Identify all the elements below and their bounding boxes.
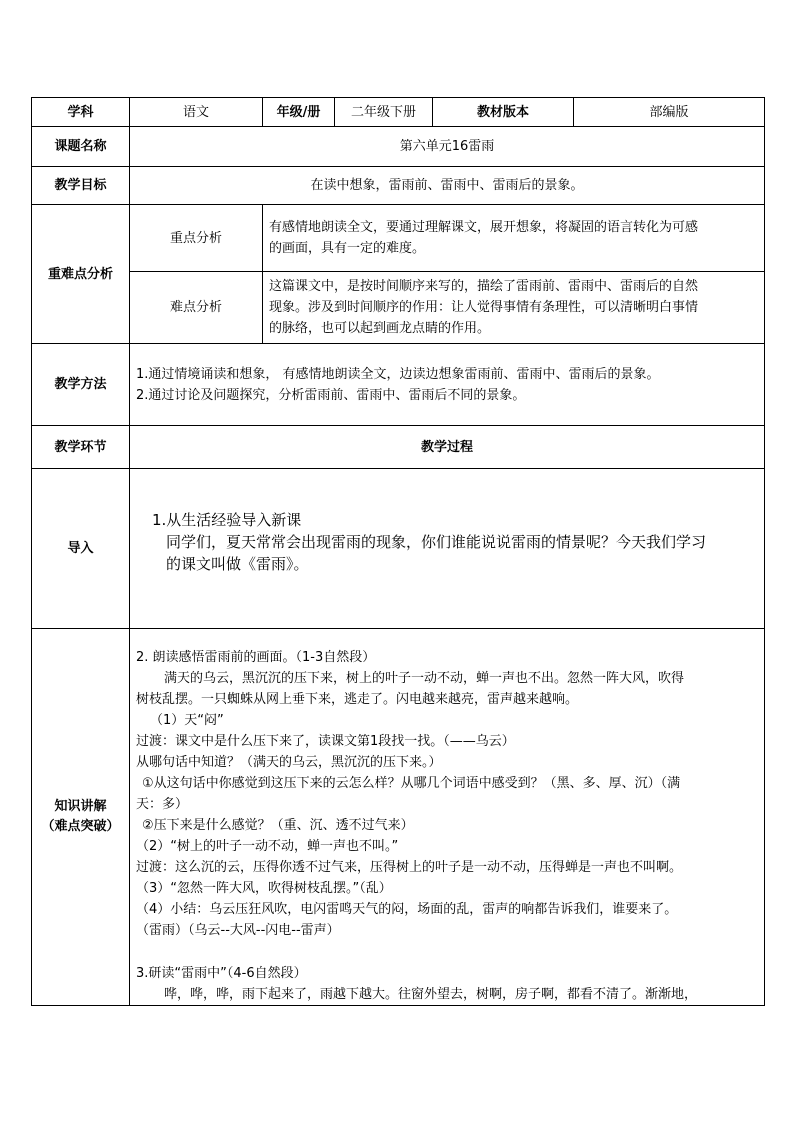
section-title: 教学过程 (130, 426, 765, 469)
key-analysis-line: 有感情地朗读全文，要通过理解课文，展开想象，将凝固的语言转化为可感 (269, 220, 699, 235)
method-label: 教学方法 (32, 344, 130, 426)
method-row (32, 344, 765, 426)
key-analysis-row (32, 205, 765, 272)
difficult-analysis-text (263, 272, 765, 344)
knowledge-label-cell (32, 629, 130, 1006)
goal-value: 在读中想象，雷雨前、雷雨中、雷雨后的景象。 (130, 167, 765, 205)
knowledge-line: 过渡：这么沉的云，压得你透不过气来，压得树上的叶子是一动不动，压得蝉是一声也不叫啊。 (136, 860, 683, 875)
knowledge-line: （2）“树上的叶子一动不动，蝉一声也不叫。” (136, 839, 399, 854)
knowledge-line: 满天的乌云，黑沉沉的压下来，树上的叶子一动不动，蝉一声也不出。忽然一阵大风，吹得 (164, 671, 685, 686)
goal-label: 教学目标 (32, 167, 130, 205)
edition-value: 部编版 (574, 98, 765, 127)
knowledge-line: ②压下来是什么感觉？（重、沉、透不过气来） (142, 818, 414, 833)
knowledge-line: 哗，哗，哗，雨下起来了，雨越下越大。往窗外望去，树啊，房子啊，都看不清了。渐渐地， (164, 987, 698, 1002)
knowledge-sublabel: （难点突破） (41, 819, 120, 834)
intro-label: 导入 (32, 469, 130, 629)
knowledge-line: （雷雨）（乌云--大风--闪电--雷声） (136, 923, 340, 938)
intro-line: 同学们，夏天常常会出现雷雨的现象，你们谁能说说雷雨的情景呢？今天我们学习 (166, 533, 707, 551)
key-analysis-line: 的画面，具有一定的难度。 (269, 241, 426, 256)
grade-label: 年级/册 (263, 98, 335, 127)
knowledge-line: ①从这句话中你感觉到这压下来的云怎么样？从哪几个词语中感受到？（黑、多、厚、沉）（满 (142, 776, 681, 791)
edition-label: 教材版本 (433, 98, 574, 127)
lesson-plan-table (31, 97, 765, 1006)
knowledge-line: （4）小结：乌云压狂风吹，电闪雷鸣天气的闷，场面的乱，雷声的响都告诉我们，谁要来了。 (136, 902, 678, 917)
knowledge-line: 树枝乱摆。一只蜘蛛从网上垂下来，逃走了。闪电越来越亮，雷声越来越响。 (136, 692, 579, 707)
key-analysis-text (263, 205, 765, 272)
knowledge-line: 2. 朗读感悟雷雨前的画面。（1-3自然段） (136, 650, 376, 665)
knowledge-line: （1）天“闷” (150, 713, 224, 728)
goal-row (32, 167, 765, 205)
knowledge-line: 3.研读“雷雨中”（4-6自然段） (136, 966, 307, 981)
section-header-row (32, 426, 765, 469)
knowledge-line: 过渡：课文中是什么压下来了，读课文第1段找一找。（——乌云） (136, 734, 515, 749)
intro-row (32, 469, 765, 629)
difficult-analysis-line: 这篇课文中，是按时间顺序来写的，描绘了雷雨前、雷雨中、雷雨后的自然 (269, 279, 699, 294)
key-analysis-label: 重点分析 (130, 205, 263, 272)
difficult-analysis-label: 难点分析 (130, 272, 263, 344)
difficult-analysis-line: 的脉络，也可以起到画龙点睛的作用。 (269, 321, 491, 336)
intro-heading: 1.从生活经验导入新课 (152, 511, 302, 529)
spacer (136, 941, 760, 963)
knowledge-line: （3）“忽然一阵大风，吹得树枝乱摆。”（乱） (136, 881, 392, 896)
lesson-value: 第六单元16雷雨 (130, 127, 765, 167)
difficult-analysis-row (32, 272, 765, 344)
knowledge-line: 天：多） (136, 797, 189, 812)
method-line: 1.通过情境诵读和想象， 有感情地朗读全文，边读边想象雷雨前、雷雨中、雷雨后的景象。 (136, 367, 660, 382)
subject-value: 语文 (130, 98, 263, 127)
header-row (32, 98, 765, 127)
section-label: 教学环节 (32, 426, 130, 469)
intro-line: 的课文叫做《雷雨》。 (166, 555, 309, 573)
method-text (130, 344, 765, 426)
knowledge-label: 知识讲解 (54, 799, 107, 814)
grade-value: 二年级下册 (335, 98, 433, 127)
knowledge-row (32, 629, 765, 1006)
knowledge-line: 从哪句话中知道？（满天的乌云，黑沉沉的压下来。） (136, 755, 442, 770)
difficult-analysis-line: 现象。涉及到时间顺序的作用：让人觉得事情有条理性，可以清晰明白事情 (269, 300, 699, 315)
intro-text (130, 469, 765, 629)
knowledge-text (130, 629, 765, 1006)
lesson-label: 课题名称 (32, 127, 130, 167)
analysis-label: 重难点分析 (32, 205, 130, 344)
subject-label: 学科 (32, 98, 130, 127)
lesson-row (32, 127, 765, 167)
method-line: 2.通过讨论及问题探究，分析雷雨前、雷雨中、雷雨后不同的景象。 (136, 388, 526, 403)
